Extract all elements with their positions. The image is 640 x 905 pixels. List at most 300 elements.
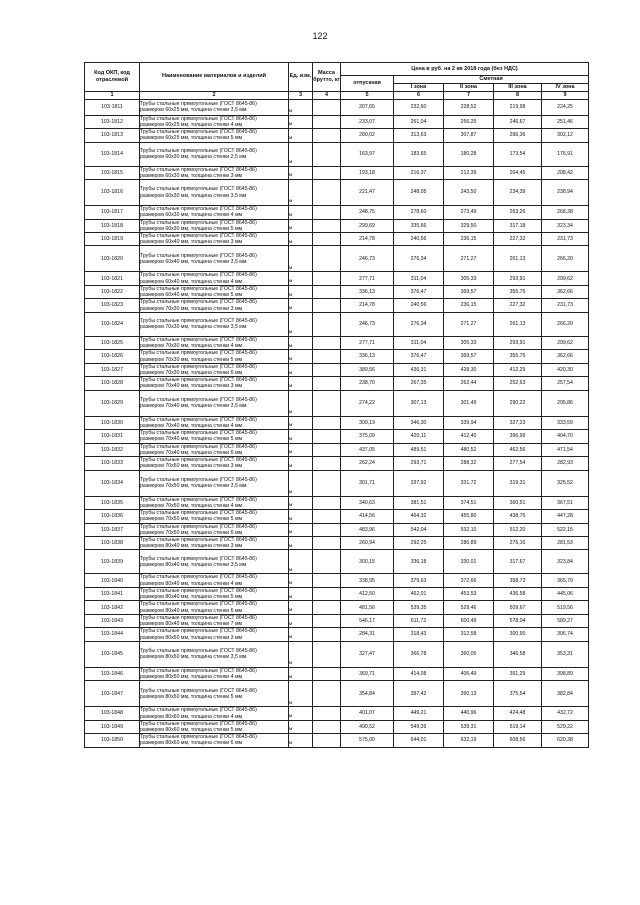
item-price-zone-1: 381,51 xyxy=(394,496,444,509)
item-price-zone-2: 330,01 xyxy=(444,550,494,574)
item-release-price: 389,56 xyxy=(341,363,394,376)
item-name-line-2: размером 70x40 мм, толщина стенки 3,5 мм xyxy=(140,403,247,410)
item-price-zone-2: 440,96 xyxy=(444,707,494,720)
item-name-line-2: размером 70x40 мм, толщина стенки 5 мм xyxy=(140,436,243,443)
item-name xyxy=(140,115,289,128)
table-row xyxy=(85,299,589,312)
item-price-zone-4: 323,84 xyxy=(542,550,589,574)
item-release-price: 336,13 xyxy=(341,285,394,298)
column-index-2: 2 xyxy=(140,91,289,99)
header-release-price: отпускная xyxy=(341,76,394,92)
item-price-zone-2: 243,50 xyxy=(444,180,494,206)
item-price-zone-2: 374,51 xyxy=(444,496,494,509)
item-mass xyxy=(313,115,341,128)
item-unit: м xyxy=(289,129,313,142)
column-index-5: 5 xyxy=(341,91,394,99)
item-release-price: 262,24 xyxy=(341,457,394,470)
item-price-zone-2: 455,80 xyxy=(444,510,494,523)
item-price-zone-4: 365,70 xyxy=(542,574,589,587)
item-unit: м xyxy=(289,523,313,536)
item-price-zone-2: 369,57 xyxy=(444,285,494,298)
item-mass xyxy=(313,641,341,667)
item-code: 103-1838 xyxy=(85,537,140,550)
table-row xyxy=(85,232,589,245)
item-name-line-1: Трубы стальные прямоугольные (ГОСТ 8645-86) xyxy=(140,363,257,370)
item-price-zone-2: 529,46 xyxy=(444,601,494,614)
item-price-zone-3: 261,13 xyxy=(494,246,542,272)
item-code: 103-1819 xyxy=(85,232,140,245)
item-unit: м xyxy=(289,720,313,733)
item-name-line-1: Трубы стальные прямоугольные (ГОСТ 8645-86) xyxy=(140,219,257,226)
item-name xyxy=(140,363,289,376)
item-price-zone-2: 532,10 xyxy=(444,523,494,536)
item-unit: м xyxy=(289,641,313,667)
item-price-zone-3: 509,67 xyxy=(494,601,542,614)
table-body xyxy=(85,99,589,747)
item-name-line-2: размером 80x60 мм, толщина стенки 5 мм xyxy=(140,726,243,733)
item-name xyxy=(140,336,289,349)
table-row xyxy=(85,416,589,429)
item-code: 103-1834 xyxy=(85,470,140,496)
item-price-zone-4: 281,53 xyxy=(542,537,589,550)
item-name-line-2: размером 80x40 мм, толщина стенки 7 мм xyxy=(140,621,243,628)
item-unit: м xyxy=(289,312,313,336)
item-price-zone-1: 549,39 xyxy=(394,720,444,733)
item-mass xyxy=(313,667,341,680)
item-name-line-2: размером 60x40 мм, толщина стенки 3 мм xyxy=(140,239,243,246)
table-row xyxy=(85,587,589,600)
item-code: 103-1843 xyxy=(85,614,140,627)
item-price-zone-3: 355,75 xyxy=(494,285,542,298)
item-unit: м xyxy=(289,510,313,523)
item-name xyxy=(140,614,289,627)
item-unit: м xyxy=(289,115,313,128)
item-price-zone-1: 414,08 xyxy=(394,667,444,680)
item-release-price: 300,15 xyxy=(341,550,394,574)
item-unit: м xyxy=(289,336,313,349)
item-mass xyxy=(313,246,341,272)
column-index-row xyxy=(85,91,589,99)
item-price-zone-4: 333,59 xyxy=(542,416,589,429)
item-price-zone-1: 240,56 xyxy=(394,232,444,245)
item-price-zone-2: 212,39 xyxy=(444,166,494,179)
item-price-zone-1: 240,56 xyxy=(394,299,444,312)
item-price-zone-2: 312,58 xyxy=(444,628,494,641)
item-mass xyxy=(313,681,341,707)
item-mass xyxy=(313,707,341,720)
item-price-zone-4: 302,12 xyxy=(542,129,589,142)
item-unit: м xyxy=(289,470,313,496)
item-name-line-1: Трубы стальные прямоугольные (ГОСТ 8645-86) xyxy=(140,272,257,279)
item-price-zone-4: 398,89 xyxy=(542,667,589,680)
item-code: 103-1836 xyxy=(85,510,140,523)
item-name-line-2: размером 80x50 мм, толщина стенки 3,5 мм xyxy=(140,654,247,661)
item-code: 103-1818 xyxy=(85,219,140,232)
item-unit: м xyxy=(289,377,313,390)
item-price-zone-1: 542,04 xyxy=(394,523,444,536)
item-name-line-1: Трубы стальные прямоугольные (ГОСТ 8645-86) xyxy=(140,510,257,517)
item-price-zone-2: 480,52 xyxy=(444,443,494,456)
item-price-zone-2: 600,49 xyxy=(444,614,494,627)
item-unit: м xyxy=(289,574,313,587)
item-release-price: 284,31 xyxy=(341,628,394,641)
item-code: 103-1828 xyxy=(85,377,140,390)
table-row xyxy=(85,496,589,509)
item-unit: м xyxy=(289,667,313,680)
item-price-zone-4: 266,20 xyxy=(542,312,589,336)
item-price-zone-4: 323,34 xyxy=(542,219,589,232)
item-name xyxy=(140,219,289,232)
item-unit: м xyxy=(289,707,313,720)
item-price-zone-3: 412,29 xyxy=(494,363,542,376)
header-mass: Масса брутто, кг xyxy=(313,63,341,92)
table-row xyxy=(85,667,589,680)
item-price-zone-1: 267,35 xyxy=(394,377,444,390)
item-price-zone-1: 313,63 xyxy=(394,129,444,142)
item-price-zone-2: 406,49 xyxy=(444,667,494,680)
column-index-8: 8 xyxy=(494,91,542,99)
table-row xyxy=(85,377,589,390)
item-name xyxy=(140,416,289,429)
item-name-line-1: Трубы стальные прямоугольные (ГОСТ 8645-86) xyxy=(140,537,257,543)
item-name-line-1: Трубы стальные прямоугольные (ГОСТ 8645-86) xyxy=(140,206,257,213)
header-zone-3: III зона xyxy=(494,83,542,91)
item-name xyxy=(140,550,289,574)
item-name-line-2: размером 70x30 мм, толщина стенки 3 мм xyxy=(140,305,243,312)
item-release-price: 336,13 xyxy=(341,350,394,363)
item-price-zone-3: 293,91 xyxy=(494,336,542,349)
item-price-zone-3: 438,76 xyxy=(494,510,542,523)
item-release-price: 277,71 xyxy=(341,272,394,285)
item-price-zone-1: 311,04 xyxy=(394,272,444,285)
item-unit: м xyxy=(289,734,313,747)
item-code: 103-1848 xyxy=(85,707,140,720)
item-mass xyxy=(313,180,341,206)
item-price-zone-1: 644,01 xyxy=(394,734,444,747)
item-price-zone-4: 299,62 xyxy=(542,336,589,349)
item-mass xyxy=(313,587,341,600)
item-release-price: 301,71 xyxy=(341,470,394,496)
item-price-zone-3: 204,45 xyxy=(494,166,542,179)
table-row xyxy=(85,537,589,550)
column-index-6: 6 xyxy=(394,91,444,99)
item-price-zone-1: 420,11 xyxy=(394,430,444,443)
item-mass xyxy=(313,206,341,219)
item-price-zone-2: 180,28 xyxy=(444,142,494,166)
column-index-9: 9 xyxy=(542,91,589,99)
item-release-price: 280,02 xyxy=(341,129,394,142)
table-row xyxy=(85,523,589,536)
item-release-price: 207,65 xyxy=(341,99,394,115)
item-name xyxy=(140,206,289,219)
item-name-line-2: размером 80x60 мм, толщина стенки 6 мм xyxy=(140,740,243,747)
item-price-zone-3: 424,48 xyxy=(494,707,542,720)
table-row xyxy=(85,734,589,747)
item-price-zone-2: 307,87 xyxy=(444,129,494,142)
item-price-zone-1: 276,34 xyxy=(394,312,444,336)
item-code: 103-1827 xyxy=(85,363,140,376)
item-code: 103-1822 xyxy=(85,285,140,298)
item-price-zone-4: 325,52 xyxy=(542,470,589,496)
item-price-zone-4: 404,70 xyxy=(542,430,589,443)
item-price-zone-3: 355,75 xyxy=(494,350,542,363)
item-name-line-1: Трубы стальные прямоугольные (ГОСТ 8645-86) xyxy=(140,318,257,325)
item-name-line-2: размером 60x30 мм, толщина стенки 2,5 мм xyxy=(140,154,247,161)
item-name-line-2: размером 70x50 мм, толщина стенки 3 мм xyxy=(140,463,243,470)
table-row xyxy=(85,219,589,232)
item-price-zone-4: 224,25 xyxy=(542,99,589,115)
item-unit: м xyxy=(289,587,313,600)
item-price-zone-3: 173,54 xyxy=(494,142,542,166)
item-name-line-1: Трубы стальные прямоугольные (ГОСТ 8645-86) xyxy=(140,377,257,384)
item-mass xyxy=(313,430,341,443)
header-estimate-price: Сметная xyxy=(394,76,589,84)
item-release-price: 354,84 xyxy=(341,681,394,707)
item-name-line-2: размером 70x50 мм, толщина стенки 4 мм xyxy=(140,502,243,509)
table-row xyxy=(85,336,589,349)
item-price-zone-3: 246,67 xyxy=(494,115,542,128)
item-code: 103-1815 xyxy=(85,166,140,179)
item-release-price: 437,05 xyxy=(341,443,394,456)
item-mass xyxy=(313,510,341,523)
item-mass xyxy=(313,142,341,166)
item-code: 103-1835 xyxy=(85,496,140,509)
item-code: 103-1823 xyxy=(85,299,140,312)
item-name-line-2: размером 80x50 мм, толщина стенки 4 мм xyxy=(140,674,243,681)
table-row xyxy=(85,550,589,574)
item-price-zone-3: 263,26 xyxy=(494,206,542,219)
table-row xyxy=(85,707,589,720)
item-release-price: 246,73 xyxy=(341,312,394,336)
item-price-zone-1: 397,42 xyxy=(394,681,444,707)
item-price-zone-1: 436,31 xyxy=(394,363,444,376)
table-row xyxy=(85,720,589,733)
item-code: 103-1825 xyxy=(85,336,140,349)
item-unit: м xyxy=(289,614,313,627)
column-index-4: 4 xyxy=(313,91,341,99)
item-release-price: 412,50 xyxy=(341,587,394,600)
table-row xyxy=(85,206,589,219)
item-release-price: 483,96 xyxy=(341,523,394,536)
page-number: 122 xyxy=(312,31,328,41)
item-code: 103-1814 xyxy=(85,142,140,166)
item-name-line-1: Трубы стальные прямоугольные (ГОСТ 8645-86) xyxy=(140,186,257,193)
item-code: 103-1842 xyxy=(85,601,140,614)
item-code: 103-1811 xyxy=(85,99,140,115)
item-release-price: 490,52 xyxy=(341,720,394,733)
item-price-zone-2: 301,49 xyxy=(444,390,494,416)
item-release-price: 299,69 xyxy=(341,219,394,232)
item-price-zone-2: 412,40 xyxy=(444,430,494,443)
item-price-zone-2: 331,72 xyxy=(444,470,494,496)
item-name-line-2: размером 60x40 мм, толщина стенки 5 мм xyxy=(140,292,243,299)
item-name-line-1: Трубы стальные прямоугольные (ГОСТ 8645-86) xyxy=(140,648,257,655)
item-name xyxy=(140,232,289,245)
item-unit: м xyxy=(289,443,313,456)
item-price-zone-2: 428,30 xyxy=(444,363,494,376)
item-code: 103-1850 xyxy=(85,734,140,747)
item-mass xyxy=(313,99,341,115)
item-name-line-2: размером 70x30 мм, толщина стенки 3,5 мм xyxy=(140,324,247,331)
item-price-zone-3: 227,32 xyxy=(494,232,542,245)
item-price-zone-2: 539,31 xyxy=(444,720,494,733)
item-name xyxy=(140,457,289,470)
item-name-line-2: размером 70x30 мм, толщина стенки 4 мм xyxy=(140,343,243,350)
item-price-zone-4: 362,66 xyxy=(542,350,589,363)
header-zone-4: IV зона xyxy=(542,83,589,91)
item-price-zone-2: 228,52 xyxy=(444,99,494,115)
item-release-price: 214,78 xyxy=(341,299,394,312)
table-header xyxy=(85,63,589,100)
item-unit: м xyxy=(289,142,313,166)
item-release-price: 193,18 xyxy=(341,166,394,179)
item-price-zone-4: 522,15 xyxy=(542,523,589,536)
item-price-zone-3: 227,32 xyxy=(494,299,542,312)
item-name-line-2: размером 60x40 мм, толщина стенки 3,5 мм xyxy=(140,258,247,265)
item-release-price: 338,95 xyxy=(341,574,394,587)
item-name xyxy=(140,142,289,166)
item-price-zone-4: 362,66 xyxy=(542,285,589,298)
item-price-zone-4: 257,54 xyxy=(542,377,589,390)
item-unit: м xyxy=(289,601,313,614)
item-code: 103-1813 xyxy=(85,129,140,142)
item-unit: м xyxy=(289,550,313,574)
item-code: 103-1816 xyxy=(85,180,140,206)
item-price-zone-4: 238,94 xyxy=(542,180,589,206)
item-name xyxy=(140,180,289,206)
item-price-zone-4: 432,72 xyxy=(542,707,589,720)
item-price-zone-4: 420,30 xyxy=(542,363,589,376)
item-unit: м xyxy=(289,166,313,179)
item-name xyxy=(140,681,289,707)
item-release-price: 309,19 xyxy=(341,416,394,429)
item-name xyxy=(140,99,289,115)
item-code: 103-1833 xyxy=(85,457,140,470)
item-name-line-1: Трубы стальные прямоугольные (ГОСТ 8645-86) xyxy=(140,720,257,727)
table-row xyxy=(85,99,589,115)
item-name xyxy=(140,246,289,272)
item-release-price: 248,75 xyxy=(341,206,394,219)
item-price-zone-3: 290,22 xyxy=(494,390,542,416)
item-unit: м xyxy=(289,99,313,115)
item-unit: м xyxy=(289,246,313,272)
item-unit: м xyxy=(289,363,313,376)
item-price-zone-1: 335,66 xyxy=(394,219,444,232)
item-price-zone-4: 353,31 xyxy=(542,641,589,667)
item-name-line-1: Трубы стальные прямоугольные (ГОСТ 8645-86) xyxy=(140,166,257,173)
item-price-zone-2: 273,49 xyxy=(444,206,494,219)
item-code: 103-1829 xyxy=(85,390,140,416)
item-name xyxy=(140,707,289,720)
item-name-line-2: размером 60x30 мм, толщина стенки 5 мм xyxy=(140,225,243,232)
table-row xyxy=(85,510,589,523)
item-release-price: 546,17 xyxy=(341,614,394,627)
item-name-line-1: Трубы стальные прямоугольные (ГОСТ 8645-86) xyxy=(140,115,257,122)
item-name-line-1: Трубы стальные прямоугольные (ГОСТ 8645-86) xyxy=(140,100,257,107)
item-name-line-2: размером 70x40 мм, толщина стенки 6 мм xyxy=(140,449,243,456)
item-price-zone-4: 208,42 xyxy=(542,166,589,179)
item-price-zone-1: 248,05 xyxy=(394,180,444,206)
item-price-zone-2: 453,53 xyxy=(444,587,494,600)
item-name-line-2: размером 60x40 мм, толщина стенки 4 мм xyxy=(140,278,243,285)
item-name-line-1: Трубы стальные прямоугольные (ГОСТ 8645-86) xyxy=(140,574,257,581)
item-code: 103-1820 xyxy=(85,246,140,272)
item-release-price: 575,00 xyxy=(341,734,394,747)
item-mass xyxy=(313,523,341,536)
column-index-1: 1 xyxy=(85,91,140,99)
item-mass xyxy=(313,457,341,470)
item-name-line-1: Трубы стальные прямоугольные (ГОСТ 8645-86) xyxy=(140,601,257,608)
item-name-line-2: размером 80x40 мм, толщина стенки 6 мм xyxy=(140,607,243,614)
table-row xyxy=(85,115,589,128)
item-code: 103-1840 xyxy=(85,574,140,587)
item-name xyxy=(140,299,289,312)
table-row xyxy=(85,681,589,707)
item-name-line-2: размером 60x25 мм, толщина стенки 4 мм xyxy=(140,121,243,128)
item-name-line-1: Трубы стальные прямоугольные (ГОСТ 8645-86) xyxy=(140,523,257,530)
item-mass xyxy=(313,496,341,509)
item-mass xyxy=(313,720,341,733)
item-mass xyxy=(313,416,341,429)
item-name xyxy=(140,430,289,443)
item-name-line-2: размером 80x50 мм, толщина стенки 3 мм xyxy=(140,634,243,641)
item-mass xyxy=(313,129,341,142)
item-name xyxy=(140,720,289,733)
item-name xyxy=(140,510,289,523)
item-name xyxy=(140,166,289,179)
item-name xyxy=(140,601,289,614)
item-release-price: 414,56 xyxy=(341,510,394,523)
item-name-line-1: Трубы стальные прямоугольные (ГОСТ 8645-86) xyxy=(140,457,257,464)
item-price-zone-2: 305,33 xyxy=(444,272,494,285)
item-name xyxy=(140,641,289,667)
column-index-3: 3 xyxy=(289,91,313,99)
item-unit: м xyxy=(289,350,313,363)
item-price-zone-1: 216,37 xyxy=(394,166,444,179)
item-price-zone-2: 262,44 xyxy=(444,377,494,390)
item-name-line-2: размером 70x30 мм, толщина стенки 6 мм xyxy=(140,370,243,377)
item-price-zone-2: 236,15 xyxy=(444,232,494,245)
item-mass xyxy=(313,470,341,496)
item-price-zone-1: 183,65 xyxy=(394,142,444,166)
item-unit: м xyxy=(289,390,313,416)
item-release-price: 340,63 xyxy=(341,496,394,509)
item-mass xyxy=(313,363,341,376)
item-name-line-1: Трубы стальные прямоугольные (ГОСТ 8645-86) xyxy=(140,285,257,292)
item-name xyxy=(140,587,289,600)
item-code: 103-1837 xyxy=(85,523,140,536)
item-name-line-2: размером 70x40 мм, толщина стенки 4 мм xyxy=(140,422,243,429)
item-code: 103-1826 xyxy=(85,350,140,363)
item-name xyxy=(140,628,289,641)
column-index-7: 7 xyxy=(444,91,494,99)
item-release-price: 277,71 xyxy=(341,336,394,349)
item-code: 103-1817 xyxy=(85,206,140,219)
table-row xyxy=(85,457,589,470)
item-code: 103-1847 xyxy=(85,681,140,707)
item-name xyxy=(140,443,289,456)
item-price-zone-3: 296,36 xyxy=(494,129,542,142)
item-unit: м xyxy=(289,206,313,219)
item-mass xyxy=(313,232,341,245)
table-row xyxy=(85,363,589,376)
item-price-zone-3: 358,73 xyxy=(494,574,542,587)
item-price-zone-2: 305,33 xyxy=(444,336,494,349)
item-price-zone-4: 231,73 xyxy=(542,299,589,312)
item-name xyxy=(140,734,289,747)
item-price-zone-3: 462,56 xyxy=(494,443,542,456)
item-mass xyxy=(313,336,341,349)
